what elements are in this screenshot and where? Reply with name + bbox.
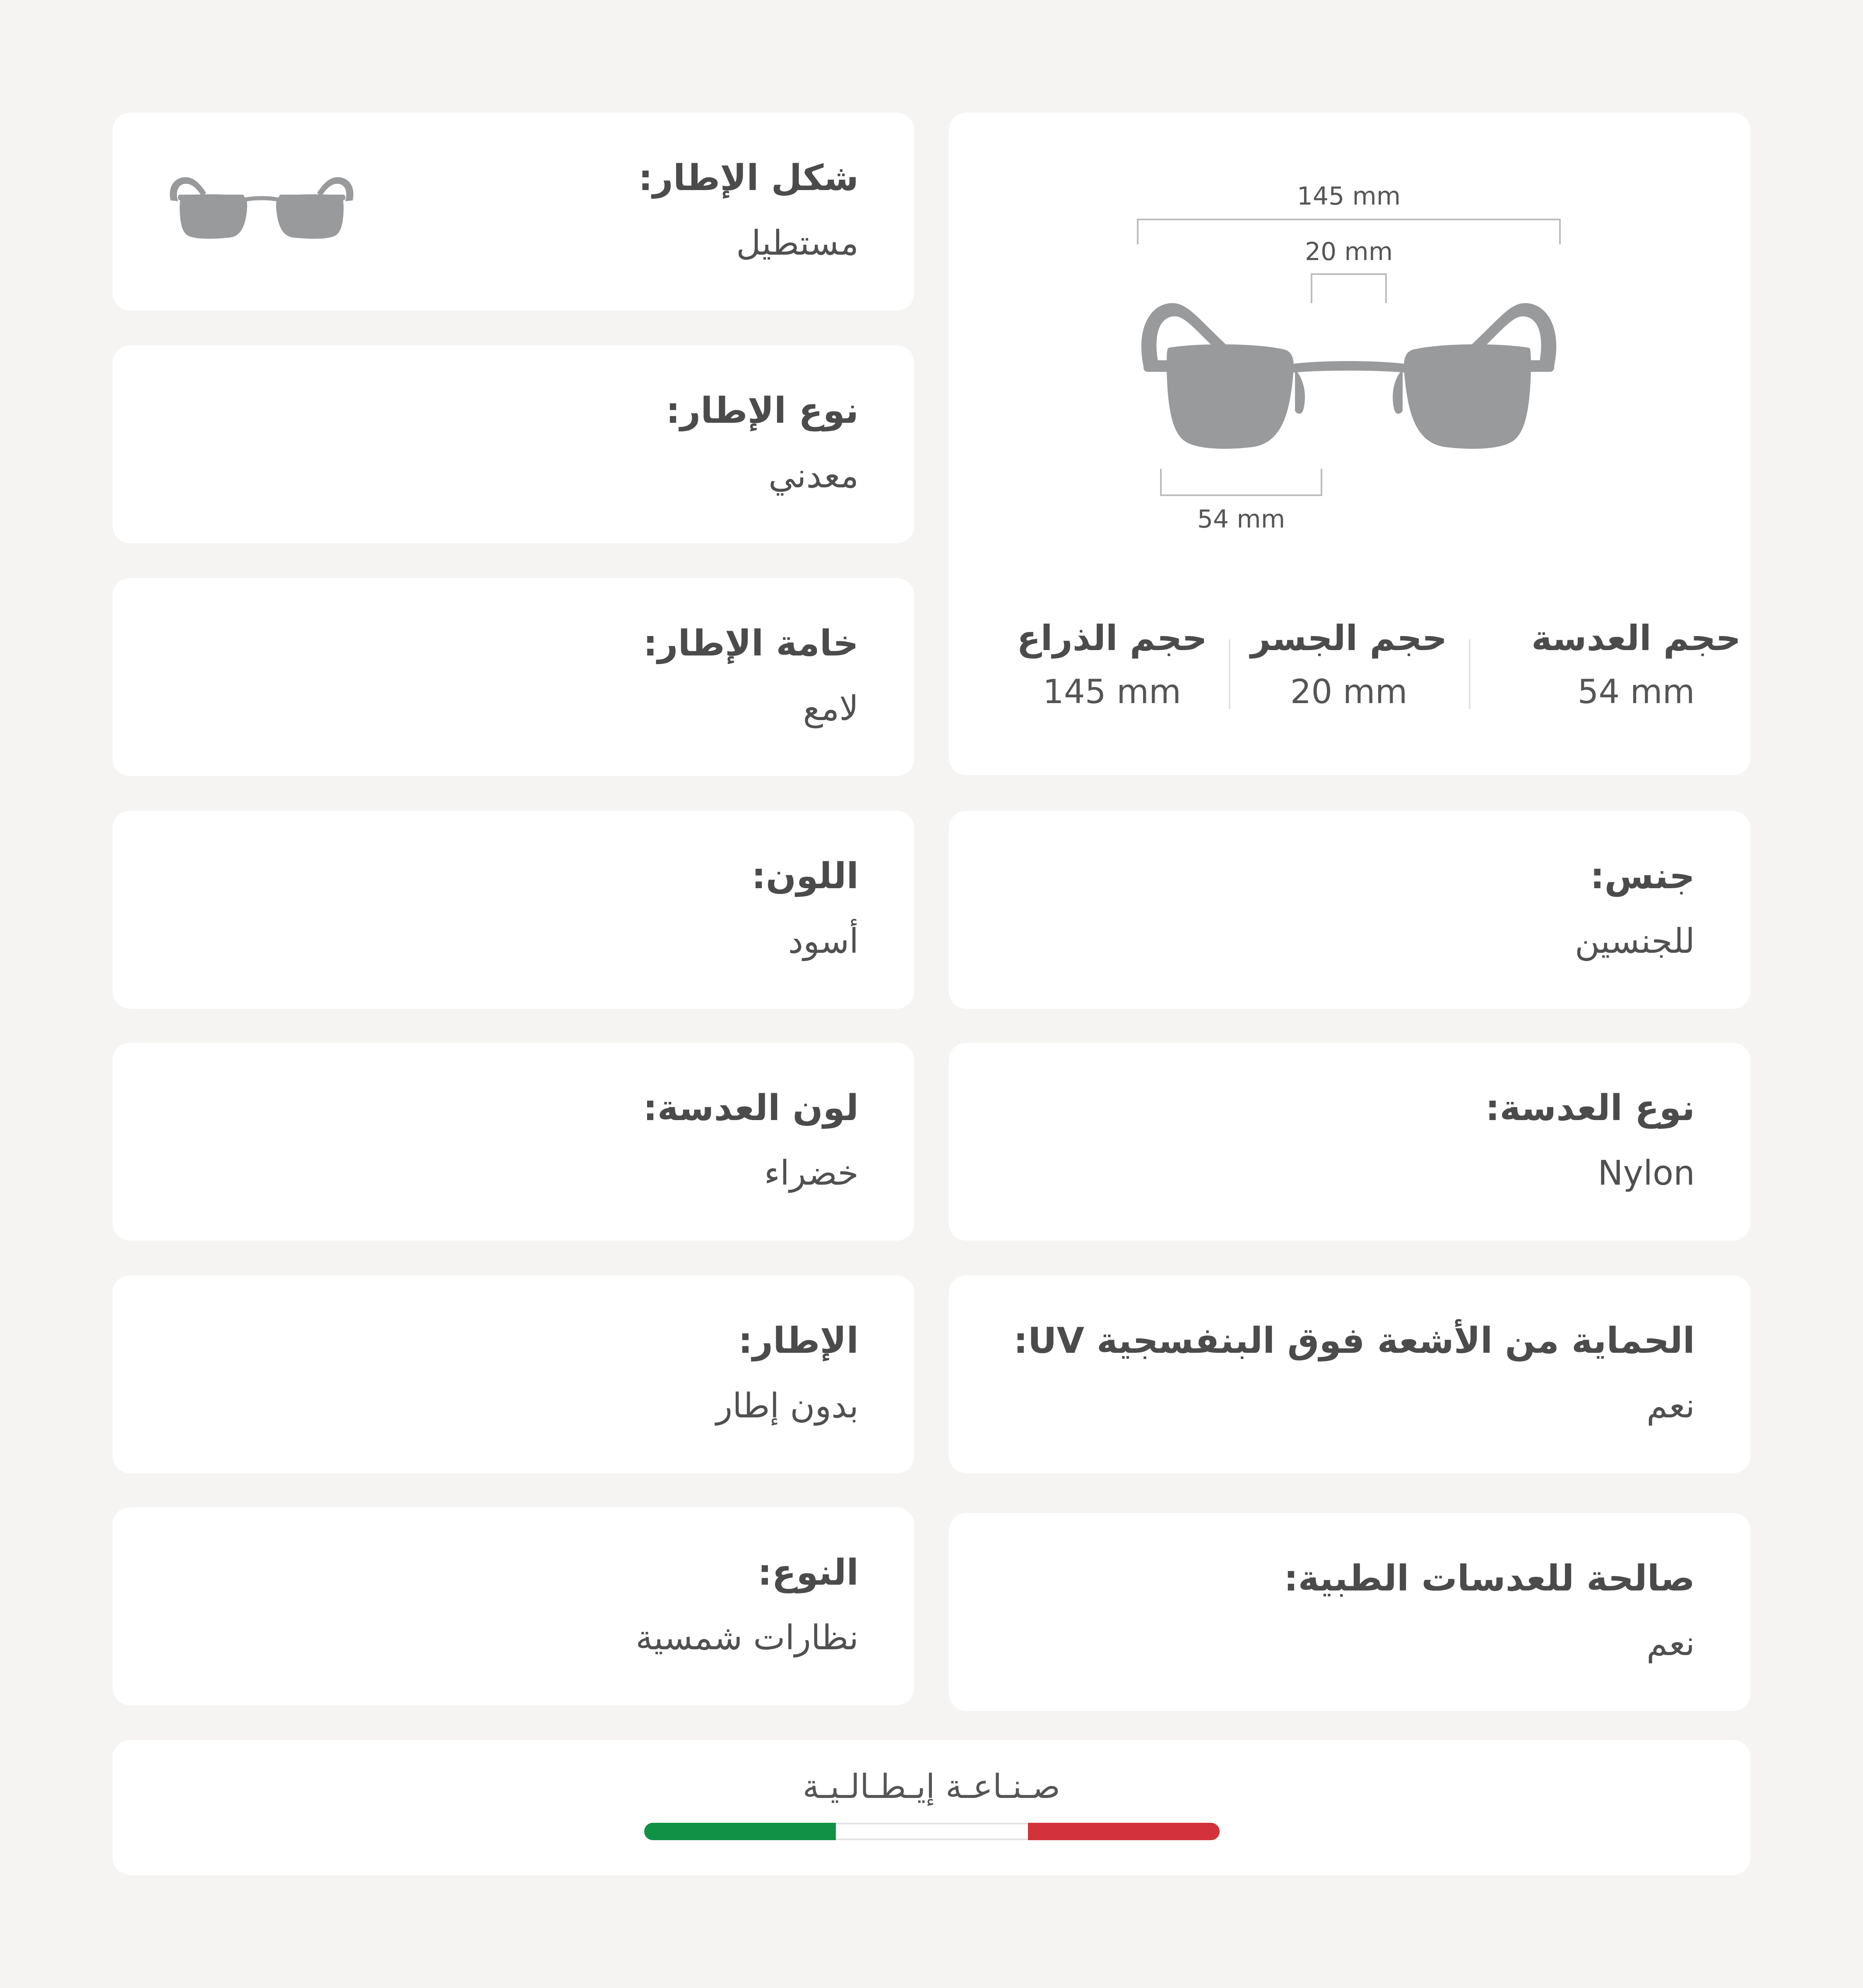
spec-value: لامع bbox=[803, 689, 859, 728]
spec-label: جنس: bbox=[1590, 855, 1695, 897]
lens-size-column bbox=[1528, 618, 1744, 711]
spec-value: مستطيل bbox=[736, 224, 859, 263]
spec-label: شكل الإطار: bbox=[638, 157, 859, 199]
arm-size-column bbox=[1004, 618, 1220, 711]
spec-value: Nylon bbox=[1598, 1154, 1695, 1193]
measurements-card bbox=[949, 113, 1750, 775]
bridge-size-value: 20 mm bbox=[1290, 672, 1408, 711]
spec-label: اللون: bbox=[751, 855, 859, 897]
spec-label: صالحة للعدسات الطبية: bbox=[1284, 1558, 1695, 1599]
spec-value: نعم bbox=[1646, 1386, 1695, 1426]
glasses-front-icon bbox=[1141, 303, 1556, 449]
spec-card-rim bbox=[113, 1275, 914, 1473]
spec-card-lens-type bbox=[949, 1043, 1750, 1241]
spec-value: نعم bbox=[1646, 1624, 1695, 1663]
arm-size-value: 145 mm bbox=[1043, 672, 1181, 711]
spec-value: أسود bbox=[788, 922, 859, 961]
spec-label: لون العدسة: bbox=[643, 1087, 859, 1129]
measure-divider bbox=[1469, 639, 1471, 709]
flag-white-stripe bbox=[836, 1823, 1028, 1840]
lens-size-label: حجم العدسة bbox=[1531, 618, 1741, 658]
spec-card-lens-color bbox=[113, 1043, 914, 1241]
flag-red-stripe bbox=[1028, 1823, 1220, 1840]
spec-value: نظارات شمسية bbox=[635, 1618, 859, 1658]
spec-label: النوع: bbox=[758, 1552, 859, 1593]
bridge-dimension-label: 20 mm bbox=[1305, 237, 1393, 266]
spec-value: خضراء bbox=[764, 1154, 859, 1193]
spec-value: للجنسين bbox=[1574, 922, 1695, 961]
arm-dimension-label: 145 mm bbox=[1297, 182, 1401, 211]
spec-label: الحماية من الأشعة فوق البنفسجية UV: bbox=[1013, 1320, 1695, 1361]
spec-card-prescription bbox=[949, 1513, 1750, 1711]
spec-label: الإطار: bbox=[738, 1320, 859, 1361]
spec-card-gender bbox=[949, 811, 1750, 1009]
spec-card-kind bbox=[113, 1507, 914, 1705]
spec-value: معدني bbox=[768, 456, 859, 496]
made-in-italy-card bbox=[113, 1740, 1750, 1875]
spec-label: نوع العدسة: bbox=[1485, 1087, 1695, 1129]
spec-label: خامة الإطار: bbox=[643, 623, 859, 664]
spec-card-frame-material bbox=[113, 578, 914, 776]
lens-size-value: 54 mm bbox=[1577, 672, 1695, 711]
bridge-size-column bbox=[1241, 618, 1456, 711]
lens-dimension-bracket bbox=[1161, 469, 1321, 495]
spec-card-frame-type bbox=[113, 345, 914, 543]
bridge-dimension-bracket bbox=[1312, 274, 1386, 303]
bridge-size-label: حجم الجسر bbox=[1250, 618, 1447, 658]
italian-flag-bar bbox=[644, 1823, 1220, 1840]
spec-value: بدون إطار bbox=[716, 1386, 859, 1426]
spec-label: نوع الإطار: bbox=[666, 390, 859, 431]
spec-card-frame-shape bbox=[113, 113, 914, 311]
glasses-dimension-diagram bbox=[949, 113, 1750, 568]
made-in-italy-text: صـنـاعـة إيـطـالـيـة bbox=[802, 1767, 1061, 1806]
flag-green-stripe bbox=[644, 1823, 836, 1840]
lens-dimension-label: 54 mm bbox=[1197, 505, 1285, 534]
measure-divider bbox=[1229, 639, 1230, 709]
arm-size-label: حجم الذراع bbox=[1017, 618, 1207, 658]
spec-card-color bbox=[113, 811, 914, 1009]
spec-card-uv bbox=[949, 1275, 1750, 1473]
rectangle-frame-icon bbox=[166, 175, 357, 249]
